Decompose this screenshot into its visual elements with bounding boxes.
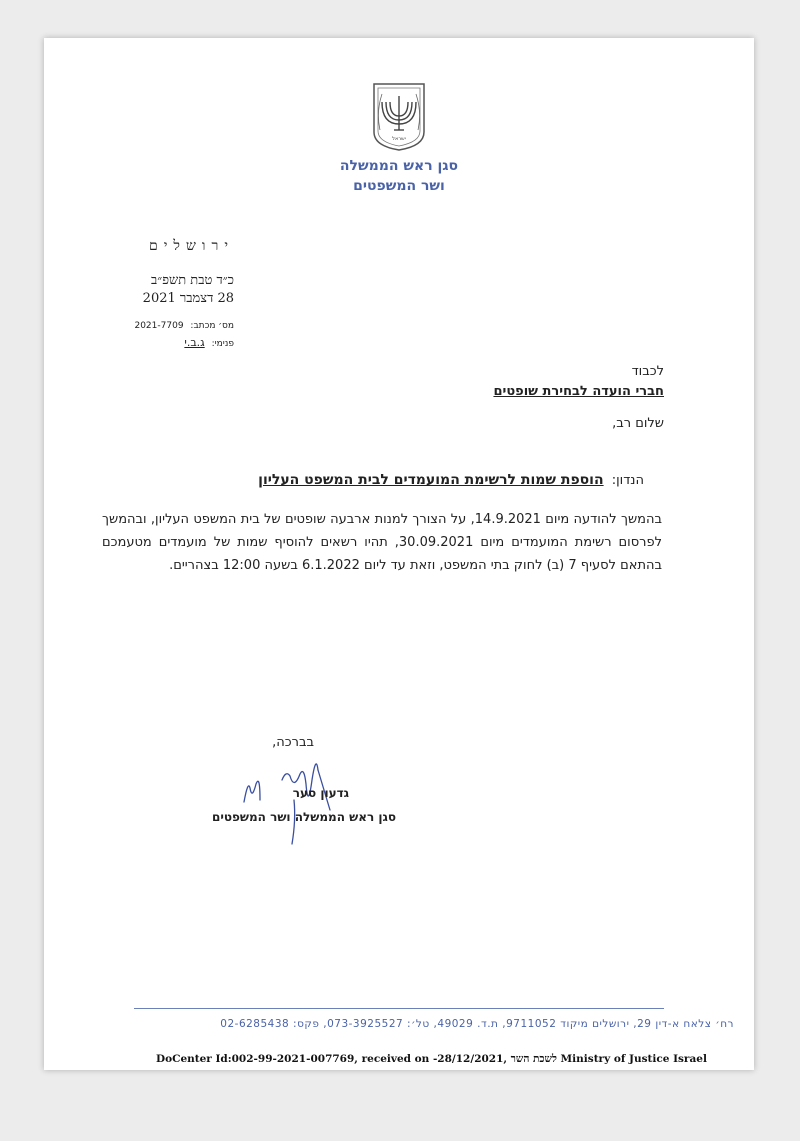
footer-address: רח׳ צלאח א-דין 29, ירושלים מיקוד 9711052, ת.ד. 49029, טל׳: 073-3925527, פקס: 02-6285438	[220, 1018, 734, 1030]
subject-text: הוספת שמות לרשימת המועמדים לבית המשפט העליון	[258, 472, 604, 488]
recipient-label: לכבוד	[631, 364, 664, 379]
internal-label: פנימי:	[211, 339, 234, 349]
recipient-name: חברי הועדה לבחירת שופטים	[493, 384, 664, 399]
internal-value: ג.ב.י	[184, 336, 205, 349]
ref-label: מס׳ מכתב:	[190, 321, 234, 331]
menorah-emblem-icon	[368, 80, 430, 152]
subject-label: הנדון:	[611, 473, 644, 488]
city-name: ירושלים	[149, 238, 234, 254]
internal-reference	[184, 336, 234, 349]
ref-value: 2021-7709	[134, 321, 184, 331]
letter-page	[44, 38, 754, 1070]
letter-body: בהמשך להודעה מיום 14.9.2021, על הצורך למנות ארבעה שופטים של בית המשפט העליון, ובהמשך לפרסום רשימת המועמדים מיום 30.09.2021, תהיו רשאים להוסיף שמות של מועמדים מטעמכם בהתאם לסעיף 7 (ב) לחוק בתי המשפט, וזאת עד ליום 6.1.2022 בשעה 12:00 בצהריים.	[102, 512, 662, 573]
footer-divider	[134, 1008, 664, 1009]
signer-title: סגן ראש הממשלה ושר המשפטים	[211, 810, 396, 824]
office-title-line2: ושר המשפטים	[353, 178, 445, 194]
docenter-stamp: DoCenter Id:002-99-2021-007769, received on -28/12/2021, לשכת השר Ministry of Justice Israel	[156, 1053, 707, 1065]
gregorian-date: 28 דצמבר 2021	[142, 291, 234, 306]
emblem-inscription: ישראל	[392, 136, 406, 142]
greeting: שלום רב,	[612, 416, 664, 431]
office-title-line1: סגן ראש הממשלה	[339, 158, 459, 174]
signer-name: גדעון סער	[292, 786, 349, 800]
hebrew-date: כ״ד טבת תשפ״ב	[150, 273, 234, 288]
subject-line	[258, 472, 644, 488]
letter-reference	[134, 321, 234, 331]
closing-text: בברכה,	[272, 735, 314, 750]
